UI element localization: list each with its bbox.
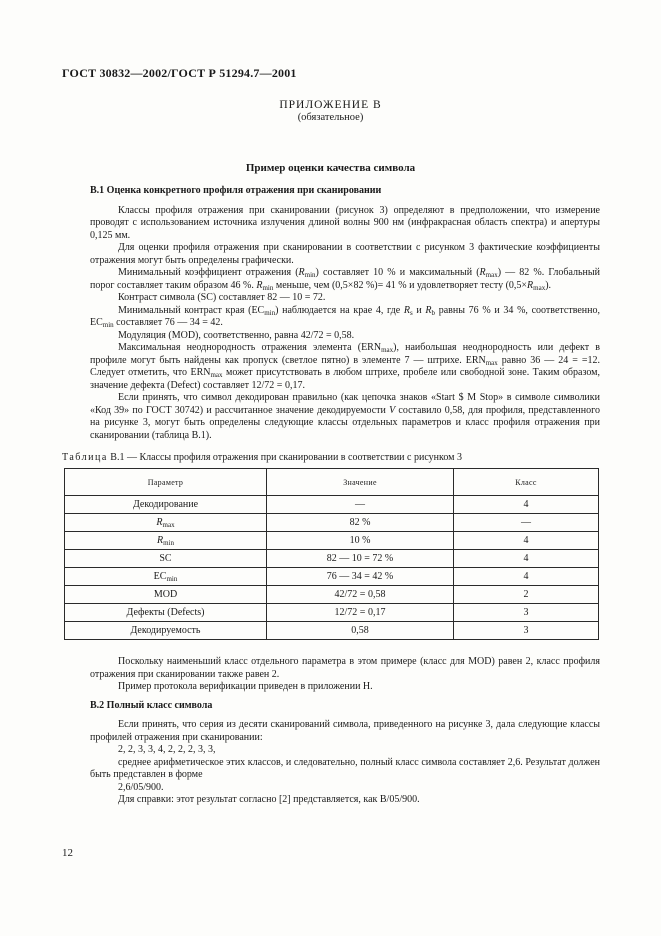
table-cell-class: 3 [454, 604, 599, 622]
table-cell-parameter: SC [65, 550, 267, 568]
after-table-paragraph-1: Поскольку наименьший класс отдельного параметра в этом примере (класс для MOD) равен 2, класс профиля отражения при сканировании также равен 2. [90, 656, 600, 680]
table-cell-value: 10 % [267, 532, 454, 550]
table-cell-class: 4 [454, 496, 599, 514]
b1-paragraph-2: Для оценки профиля отражения при сканировании в соответствии с рисунком 3 фактические коэффициенты отражения могут быть определены графически. [90, 242, 600, 266]
table-row [65, 622, 599, 640]
section-title: Пример оценки качества символа [245, 162, 416, 174]
table-cell-class: 4 [454, 568, 599, 586]
b1-paragraph-5: Минимальный контраст края $(EC_{min})$ наблюдается на крае 4, где $R_s$ и $R_b$ равны 76 % и 34 %, соответственно, $EC_{min}$ составляет 76 — 34 = 42. [90, 304, 600, 329]
quality-classes-table [64, 468, 599, 640]
table-cell-value: 76 — 34 = 42 % [267, 568, 454, 586]
table-cell-value: 82 % [267, 514, 454, 532]
table-cell-parameter: Дефекты (Defects) [65, 604, 267, 622]
table-row [65, 586, 599, 604]
b1-paragraph-7: Максимальная неоднородность отражения элемента $(ERN_{max})$, наибольшая неоднородность или дефект в профиле могут быть найдены как пропуск (светлое пятно) в элементе 7 — штрихе. $ERN_{max}$ равно 36 — 24 = =12. Следует отметить, что $ERN_{max}$ может присутствовать в любом штрихе, пробеле или свободной зоне. Таким образом, значение дефекта (Defect) составляет 12/72 = 0,17. [90, 342, 601, 391]
table-cell-parameter: Декодирование [65, 496, 267, 514]
table-row [65, 604, 599, 622]
section-b1 [90, 185, 600, 442]
table-cell-value: 82 — 10 = 72 % [267, 550, 454, 568]
table-cell-class: 4 [454, 532, 599, 550]
table-cell-parameter: $R_{min}$ [65, 532, 267, 550]
b1-paragraph-3: Минимальный коэффициент отражения $(R_{min})$ составляет 10 % и максимальный $(R_{max})$ — 82 %. Глобальный порог составляет таким образом 46 %. $R_{min}$ меньше, чем (0,5×82 %)= 41 % и удовлетворяет тесту $(0,5\times R_{max})$. [90, 267, 600, 292]
table-cell-class: 2 [454, 586, 599, 604]
table-cell-parameter: $R_{max}$ [65, 514, 267, 532]
table-cell-value: 0,58 [267, 622, 454, 640]
document-header: ГОСТ 30832—2002/ГОСТ Р 51294.7—2001 [62, 66, 297, 80]
b1-paragraph-6: Модуляция (MOD), соответственно, равна 42/72 = 0,58. [118, 329, 355, 341]
b2-paragraph-5: Для справки: этот результат согласно [2] представляется, как В/05/900. [118, 794, 420, 805]
table-row [65, 568, 599, 586]
header-class: Класс [454, 469, 599, 496]
table-cell-class: 4 [454, 550, 599, 568]
table-cell-parameter: MOD [65, 586, 267, 604]
b1-heading: В.1 Оценка конкретного профиля отражения при сканировании [90, 185, 382, 196]
b1-paragraph-1: Классы профиля отражения при сканировании (рисунок 3) определяют в предположении, что измерение проводят с использованием источника излучения длиной волны 900 нм (инфракрасная область спектра) и апертуры 0,125 мм. [90, 204, 600, 241]
table-row [65, 514, 599, 532]
b1-paragraph-8: Если принять, что символ декодирован правильно (как цепочка знаков «Start $ M Stop» в символе символики «Код 39» по ГОСТ 30742) и рассчитанное значение декодируемости V составило 0,58, для профиля, представленного на рисунке 3, могут быть определены следующие классы отдельных параметров и класс профиля отражения при сканировании (таблица В.1). [90, 392, 600, 441]
table-cell-class: 3 [454, 622, 599, 640]
b2-paragraph-3: среднее арифметическое этих классов, и следовательно, полный класс символа составляет 2,6. Результат должен быть представлен в форме [90, 756, 600, 780]
b2-paragraph-1: Если принять, что серия из десяти сканирований символа, приведенного на рисунке 3, дала следующие классы профилей отражения при сканировании: [90, 719, 600, 743]
header-parameter: Параметр [65, 469, 267, 496]
b2-paragraph-2: 2, 2, 3, 3, 4, 2, 2, 2, 3, 3, [118, 744, 216, 755]
b2-paragraph-4: 2,6/05/900. [118, 781, 164, 793]
appendix-subtitle: (обязательное) [297, 112, 364, 123]
header-value: Значение [267, 469, 454, 496]
page-number: 12 [62, 847, 73, 859]
table-header-row [65, 469, 599, 496]
table-cell-parameter: $EC_{min}$ [65, 568, 267, 586]
table-cell-value: — [267, 496, 454, 514]
table-caption: Таблица В.1 — Классы профиля отражения при сканировании в соответствии с рисунком 3 [62, 452, 462, 463]
b2-heading: В.2 Полный класс символа [90, 699, 213, 711]
table-row [65, 550, 599, 568]
table-row [65, 496, 599, 514]
b1-paragraph-4: Контраст символа (SC) составляет 82 — 10 = 72. [118, 292, 326, 303]
after-table-text [90, 656, 600, 807]
table-cell-parameter: Декодируемость [65, 622, 267, 640]
table-cell-class: — [454, 514, 599, 532]
after-table-paragraph-2: Пример протокола верификации приведен в приложении Н. [118, 681, 373, 692]
appendix-title: ПРИЛОЖЕНИЕ В [279, 99, 382, 111]
table-cell-value: 42/72 = 0,58 [267, 586, 454, 604]
table-row [65, 532, 599, 550]
table-cell-value: 12/72 = 0,17 [267, 604, 454, 622]
